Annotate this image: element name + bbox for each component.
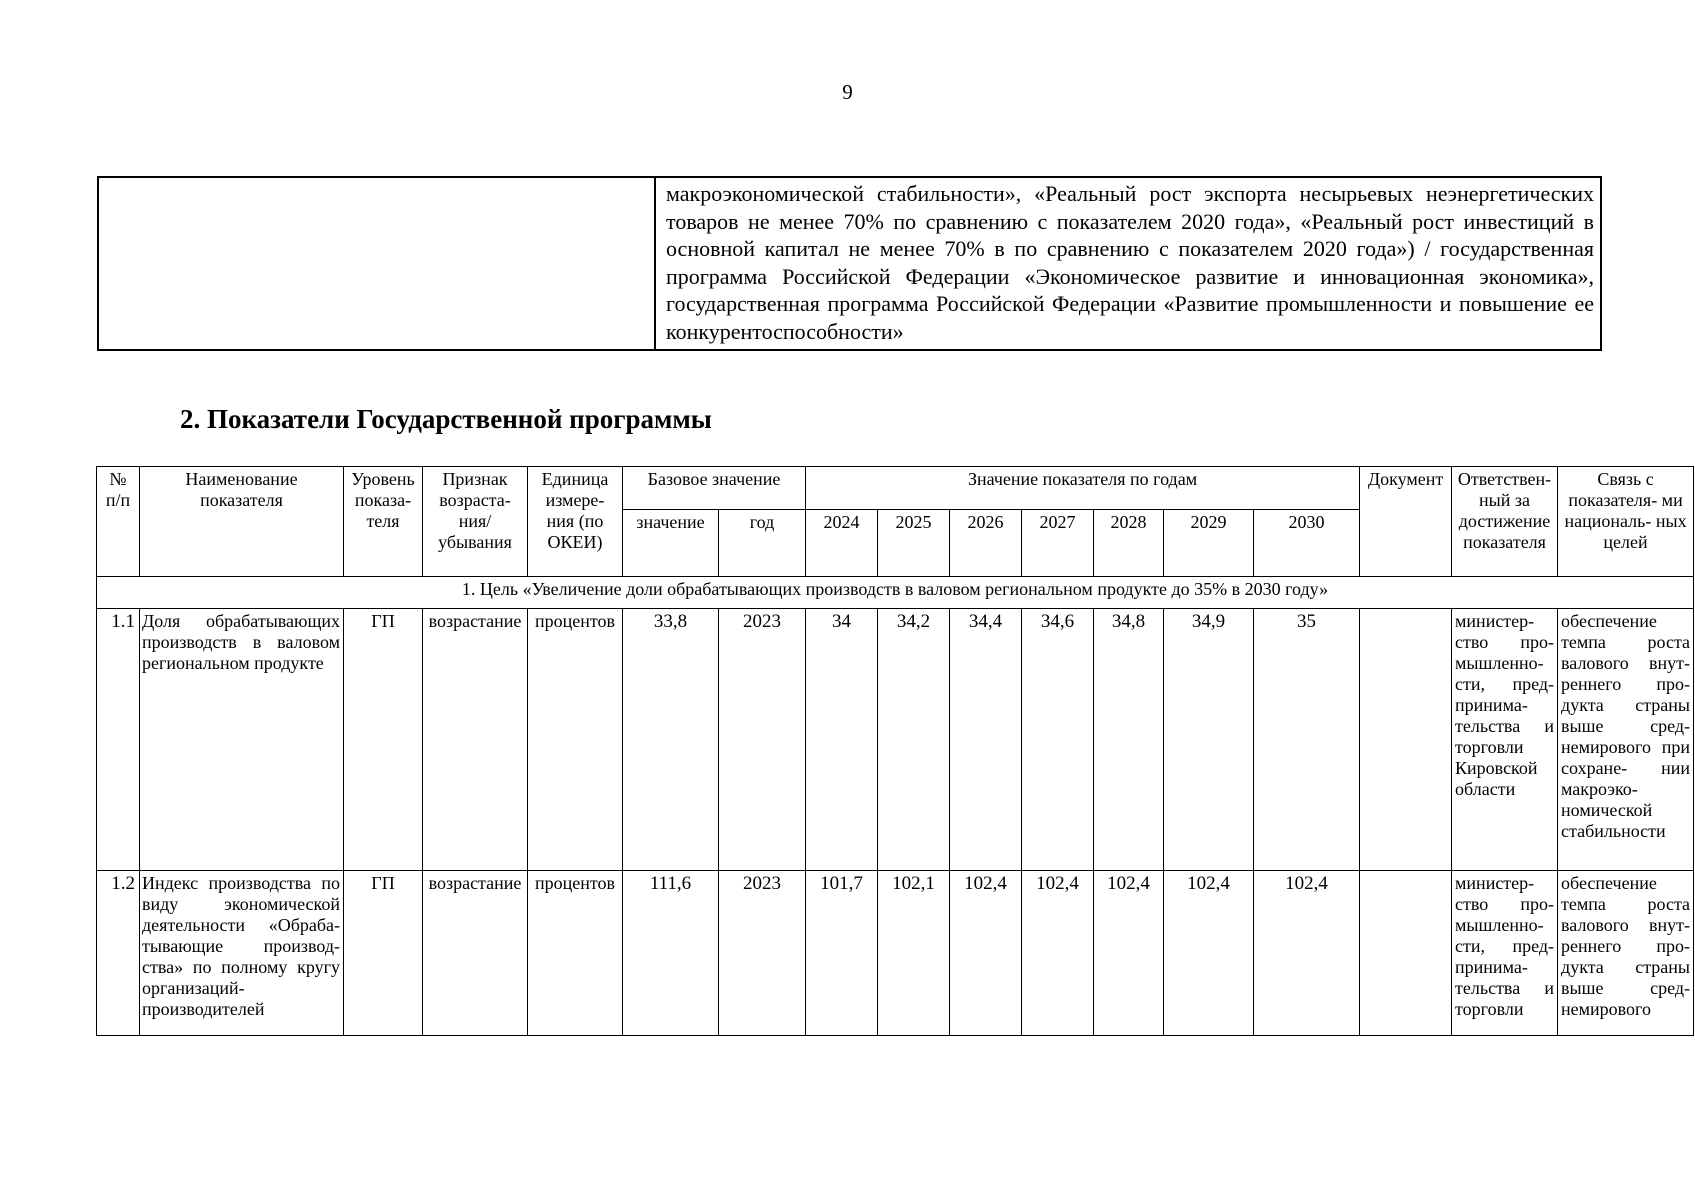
row-responsible: министер- ство про- мышленно- сти, пред- принима- тельства и торговли [1452, 871, 1558, 1036]
continuation-text: макроэкономической стабильности», «Реальный рост экспорта несырьевых неэнергетических товаров не менее 70% по сравнению с показателем 2020 года», «Реальный рост инвестиций в основной капитал не менее 70% в по сравнению с показателем 2020 года») / государственная программа Российской Федерации «Экономическое развитие и инновационная экономика», государственная программа Российской Федерации «Развитие промышленности и повышение ее конкурентоспособности» [655, 177, 1601, 350]
row-base-year: 2023 [719, 609, 806, 871]
row-value: 34 [806, 609, 878, 871]
row-value: 35 [1254, 609, 1360, 871]
header-year: 2024 [806, 510, 878, 577]
row-responsible: министер- ство про- мышленно- сти, пред- принима- тельства и торговли Кировской области [1452, 609, 1558, 871]
header-name: Наименование показателя [140, 467, 344, 577]
header-year: 2029 [1164, 510, 1254, 577]
row-value: 102,4 [1094, 871, 1164, 1036]
header-base-value: значение [623, 510, 719, 577]
header-base: Базовое значение [623, 467, 806, 510]
row-name: Индекс производства по виду экономической деятельности «Обраба- тывающие производ- ства» по полному кругу организаций- производителей [140, 871, 344, 1036]
row-value: 34,4 [950, 609, 1022, 871]
header-level: Уровень показа- теля [344, 467, 423, 577]
row-value: 102,1 [878, 871, 950, 1036]
header-year: 2025 [878, 510, 950, 577]
row-value: 102,4 [1254, 871, 1360, 1036]
row-document [1360, 609, 1452, 871]
row-link: обеспечение темпа роста валового внут- реннего про- дукта страны выше сред- немирового [1558, 871, 1694, 1036]
row-document [1360, 871, 1452, 1036]
header-base-year: год [719, 510, 806, 577]
empty-cell [98, 177, 655, 350]
row-base-value: 33,8 [623, 609, 719, 871]
row-level: ГП [344, 609, 423, 871]
header-row [97, 467, 1694, 510]
row-level: ГП [344, 871, 423, 1036]
header-year: 2030 [1254, 510, 1360, 577]
header-year: 2027 [1022, 510, 1094, 577]
header-document: Документ [1360, 467, 1452, 577]
goal-text: 1. Цель «Увеличение доли обрабатывающих производств в валовом региональном продукте до 35% в 2030 году» [97, 577, 1694, 609]
row-value: 102,4 [950, 871, 1022, 1036]
row-unit: процентов [528, 609, 623, 871]
row-value: 34,8 [1094, 609, 1164, 871]
table-row [97, 871, 1694, 1036]
header-num: № п/п [97, 467, 140, 577]
continuation-table [97, 176, 1602, 351]
table-row [97, 609, 1694, 871]
page-number: 9 [842, 80, 853, 104]
row-value: 34,6 [1022, 609, 1094, 871]
row-trend: возрастание [423, 609, 528, 871]
row-name: Доля обрабатывающих производств в валовом региональном продукте [140, 609, 344, 871]
row-num: 1.2 [97, 871, 140, 1036]
header-year: 2028 [1094, 510, 1164, 577]
header-responsible: Ответствен- ный за достижение показателя [1452, 467, 1558, 577]
header-link: Связь с показателя- ми националь- ных целей [1558, 467, 1694, 577]
row-link: обеспечение темпа роста валового внут- реннего про- дукта страны выше сред- немирового при сохране- нии макроэко- номической стабильности [1558, 609, 1694, 871]
row-value: 34,9 [1164, 609, 1254, 871]
row-base-value: 111,6 [623, 871, 719, 1036]
row-trend: возрастание [423, 871, 528, 1036]
header-years-group: Значение показателя по годам [806, 467, 1360, 510]
row-value: 102,4 [1022, 871, 1094, 1036]
section-title: 2. Показатели Государственной программы [180, 404, 712, 434]
header-unit: Единица измере- ния (по ОКЕИ) [528, 467, 623, 577]
goal-row [97, 577, 1694, 609]
row-unit: процентов [528, 871, 623, 1036]
row-num: 1.1 [97, 609, 140, 871]
row-value: 102,4 [1164, 871, 1254, 1036]
header-trend: Признак возраста- ния/ убывания [423, 467, 528, 577]
header-year: 2026 [950, 510, 1022, 577]
row-value: 34,2 [878, 609, 950, 871]
row-base-year: 2023 [719, 871, 806, 1036]
indicators-table [96, 466, 1694, 1036]
row-value: 101,7 [806, 871, 878, 1036]
